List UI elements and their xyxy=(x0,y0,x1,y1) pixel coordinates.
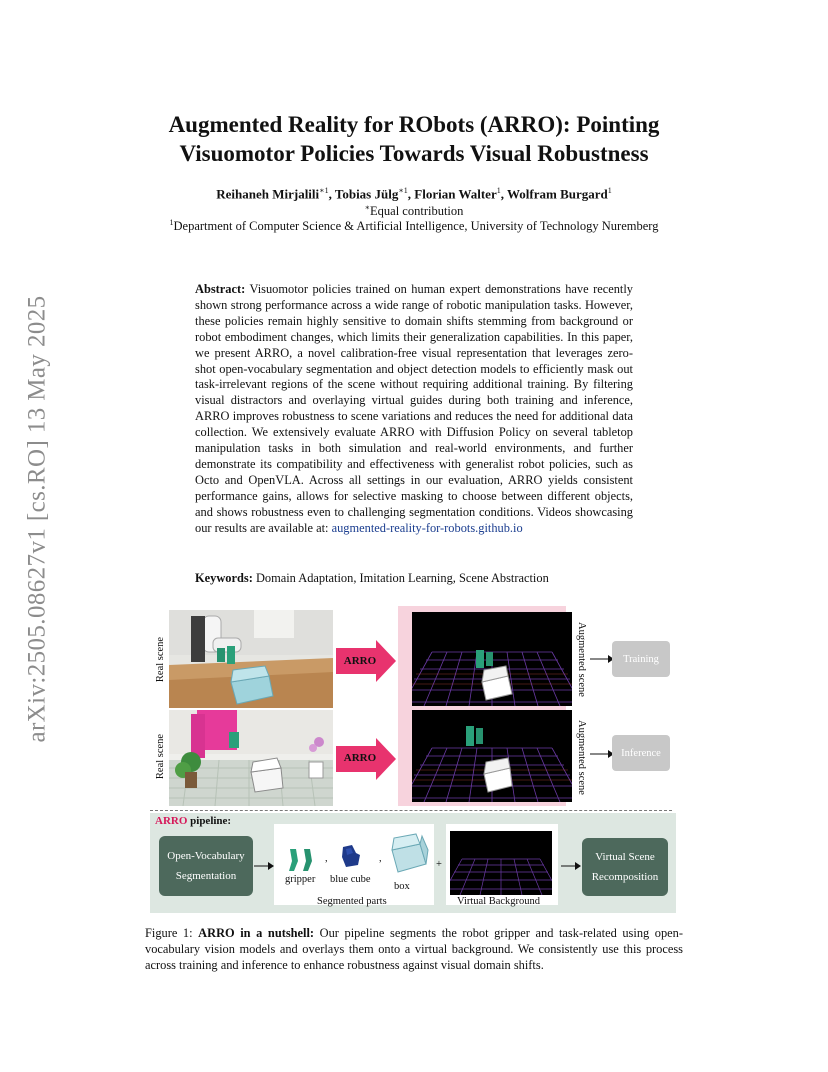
arro-pipeline xyxy=(150,813,676,913)
equal-text: Equal contribution xyxy=(370,204,464,219)
training-arrow xyxy=(590,654,614,664)
segmented-parts-label: Segmented parts xyxy=(317,896,387,907)
training-box: Training xyxy=(612,641,670,677)
affiliation-text: Department of Computer Science & Artificial Intelligence, University of Technology Nuremberg xyxy=(173,219,659,234)
figure-caption xyxy=(145,925,683,973)
arro-arrow-label-top: ARRO xyxy=(343,655,377,667)
equal-mark: ∗ xyxy=(364,203,371,212)
open-vocabulary-segmentation-box xyxy=(159,836,253,896)
recomp-line1: Virtual Scene xyxy=(595,851,655,863)
affiliation xyxy=(60,218,768,234)
title-line-2: Visuomotor Policies Towards Visual Robustness xyxy=(179,141,649,166)
gripper-label: gripper xyxy=(285,874,316,885)
box-segment-image xyxy=(386,830,432,876)
virtual-scene-recomposition-box xyxy=(582,838,668,896)
arxiv-identifier xyxy=(20,276,56,761)
blue-cube-label: blue cube xyxy=(330,874,371,885)
augmented-scene-training xyxy=(412,612,572,706)
author-mark: ∗1 xyxy=(319,186,329,195)
open-vocab-line1: Open-Vocabulary xyxy=(167,850,245,862)
augmented-scene-label-bottom xyxy=(574,712,588,802)
author-name: Florian Walter xyxy=(414,186,497,202)
augmented-scene-text: Augmented scene xyxy=(575,621,587,697)
inference-box: Inference xyxy=(612,735,670,771)
virtual-background-label: Virtual Background xyxy=(457,896,541,907)
paper-title xyxy=(100,110,728,168)
abstract xyxy=(195,282,633,537)
real-scene-label-top xyxy=(154,614,168,704)
blue-cube-segment-image xyxy=(338,843,364,869)
inference-arrow xyxy=(590,749,614,759)
box-label: box xyxy=(394,881,410,892)
author-mark: ∗1 xyxy=(398,186,408,195)
author-list: Reihaneh Mirjalili$^{∗1}$, Tobias Jülg$^{∗1}$, Florian Walter$^1$, Wolfram Burgard$^1$ xyxy=(216,186,612,202)
caption-bold: ARRO in a nutshell: xyxy=(198,926,315,940)
recomp-line2: Recomposition xyxy=(591,871,659,883)
real-scene-label-text: Real scene xyxy=(155,733,167,779)
real-scene-label-text: Real scene xyxy=(155,636,167,682)
arro-arrow-label-bottom: ARRO xyxy=(343,752,377,764)
title-line-1: Augmented Reality for RObots (ARRO): Pointing xyxy=(168,112,660,137)
augmented-scene-text: Augmented scene xyxy=(575,719,587,795)
open-vocab-line2: Segmentation xyxy=(175,870,237,882)
plus-sign: + xyxy=(436,859,442,870)
equal-contribution-note xyxy=(100,203,728,219)
real-scene-label-bottom xyxy=(154,710,168,802)
gripper-segment-image xyxy=(286,847,316,873)
abstract-label: Abstract: xyxy=(195,282,246,296)
author-name: Tobias Jülg xyxy=(334,186,399,202)
pipeline-arrow-1 xyxy=(254,861,274,871)
real-scene-photo-training xyxy=(169,610,333,708)
abstract-body: Visuomotor policies trained on human expert demonstrations have recently shown strong performance across a wide range of robotic manipulation tasks. However, these policies remain highly sensitive to domain shifts stemming from background or robot embodiment changes, which limits their generalization capabilities. In this paper, we present ARRO, a novel calibration-free visual representation that leverages zero-shot open-vocabulary segmentation and object detection models to efficiently mask out task-irrelevant regions of the scene without requiring additional training. By filtering visual distractors and overlaying virtual guides during both training and inference, ARRO improves robustness to scene variations and reduces the need for additional data collection. We extensively evaluate ARRO with Diffusion Policy on several tabletop manipulation tasks in both simulation and real-world environments, and further demonstrate its compatibility and effectiveness with generalist robot policies, such as Octo and OpenVLA. Across all settings in our evaluation, ARRO yields consistent performance gains, allows for selective masking to choose between different objects, and shows robustness even to challenging segmentation conditions. Videos showcasing our results are available at: xyxy=(195,282,633,535)
affiliation-mark: 1 xyxy=(169,218,174,227)
augmented-scene-label-top xyxy=(574,614,588,704)
comma-separator: , xyxy=(325,853,328,864)
comma-separator: , xyxy=(379,853,382,864)
augmented-scene-inference xyxy=(412,710,572,802)
author-name: Wolfram Burgard xyxy=(507,186,608,202)
real-scene-photo-inference xyxy=(169,710,333,806)
figure-separator xyxy=(150,810,672,811)
virtual-background-image xyxy=(450,831,552,895)
author-mark: 1 xyxy=(607,186,612,195)
author-name: Reihaneh Mirjalili xyxy=(216,186,320,202)
pipeline-title-arro: ARRO xyxy=(155,815,188,827)
author-mark: 1 xyxy=(496,186,501,195)
keywords xyxy=(195,571,633,586)
pipeline-arrow-2 xyxy=(561,861,581,871)
project-link[interactable]: augmented-reality-for-robots.github.io xyxy=(331,520,523,535)
arxiv-text: arXiv:2505.08627v1 [cs.RO] 13 May 2025 xyxy=(24,294,52,743)
pipeline-title-rest: pipeline: xyxy=(187,815,232,827)
caption-prefix: Figure 1: xyxy=(145,926,193,940)
keywords-label: Keywords: xyxy=(195,571,253,585)
pipeline-title xyxy=(155,815,231,827)
keywords-text: Domain Adaptation, Imitation Learning, Scene Abstraction xyxy=(255,571,549,585)
figure-overview xyxy=(150,606,678,806)
caption-text: Our pipeline segments the robot gripper and task-related using open-vocabulary vision models and overlays them onto a virtual background. We consistently use this process across training and inference to enhance robustness against visual domain shifts. xyxy=(145,926,683,972)
